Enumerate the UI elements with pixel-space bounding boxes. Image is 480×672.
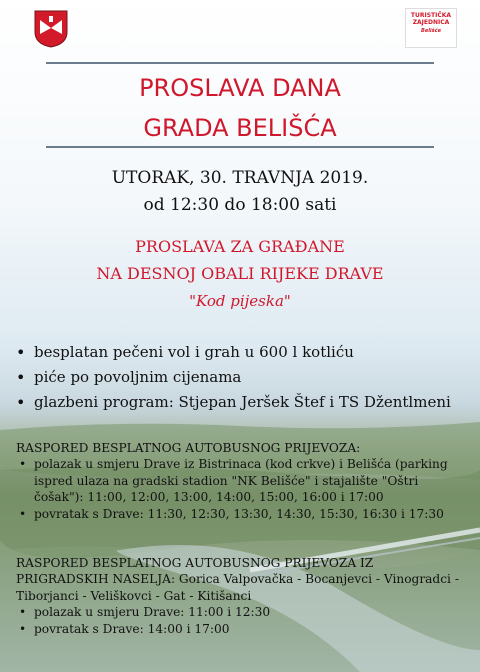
program-item: • piće po povoljnim cijenama [14, 365, 451, 390]
bus-schedule-item: • povratak s Drave: 11:30, 12:30, 13:30, 14:30, 15:30, 16:30 i 17:30 [16, 506, 466, 522]
event-subtitle-line1: PROSLAVA ZA GRAĐANE [135, 237, 345, 256]
tz-logo-line2: ZAJEDNICA [412, 19, 450, 26]
event-time: od 12:30 do 18:00 sati [143, 195, 337, 215]
event-date: UTORAK, 30. TRAVNJA 2019. [111, 168, 369, 188]
event-location: "Kod pijeska" [189, 292, 291, 310]
program-item: • glazbeni program: Stjepan Jeršek Štef i TS Džentlmeni [14, 390, 451, 415]
tz-logo-line3: Belišće [421, 28, 441, 34]
bus-schedule-belisce [16, 440, 466, 522]
event-subtitle-line2: NA DESNOJ OBALI RIJEKE DRAVE [96, 264, 384, 283]
bus-schedule-item: • polazak u smjeru Drave iz Bistrinaca (kod crkve) i Belišća (parking ispred ulaza na gradski stadion "NK Belišće" i stajalište "Oštri čošak"): 11:00, 12:00, 13:00, 14:00, 15:00, 16:00 i 17:00 [16, 456, 466, 505]
title-line2: GRADA BELIŠĆA [143, 114, 337, 142]
bus-schedule-heading: RASPORED BESPLATNOG AUTOBUSNOG PRIJEVOZA IZ PRIGRADSKIH NASELJA: Gorica Valpovačka - Bocanjevci - Vinogradci - Tiborjanci - Veliškovci - Gat - Kitišanci [16, 556, 459, 603]
bus-schedule-item: • polazak u smjeru Drave: 11:00 i 12:30 [16, 604, 466, 620]
coat-of-arms-logo [34, 10, 68, 48]
bus-schedule-heading: RASPORED BESPLATNOG AUTOBUSNOG PRIJEVOZA: [16, 441, 361, 455]
title-line1: PROSLAVA DANA [139, 74, 341, 102]
tourist-board-logo [405, 8, 457, 48]
bus-schedule-suburbs [16, 555, 466, 637]
program-item: • besplatan pečeni vol i grah u 600 l kotliću [14, 340, 451, 365]
program-list [14, 340, 451, 415]
top-divider [46, 62, 434, 64]
bus-schedule-item: • povratak s Drave: 14:00 i 17:00 [16, 621, 466, 637]
tz-logo-line1: TURISTIČKA [410, 12, 452, 19]
bottom-divider [46, 146, 434, 148]
